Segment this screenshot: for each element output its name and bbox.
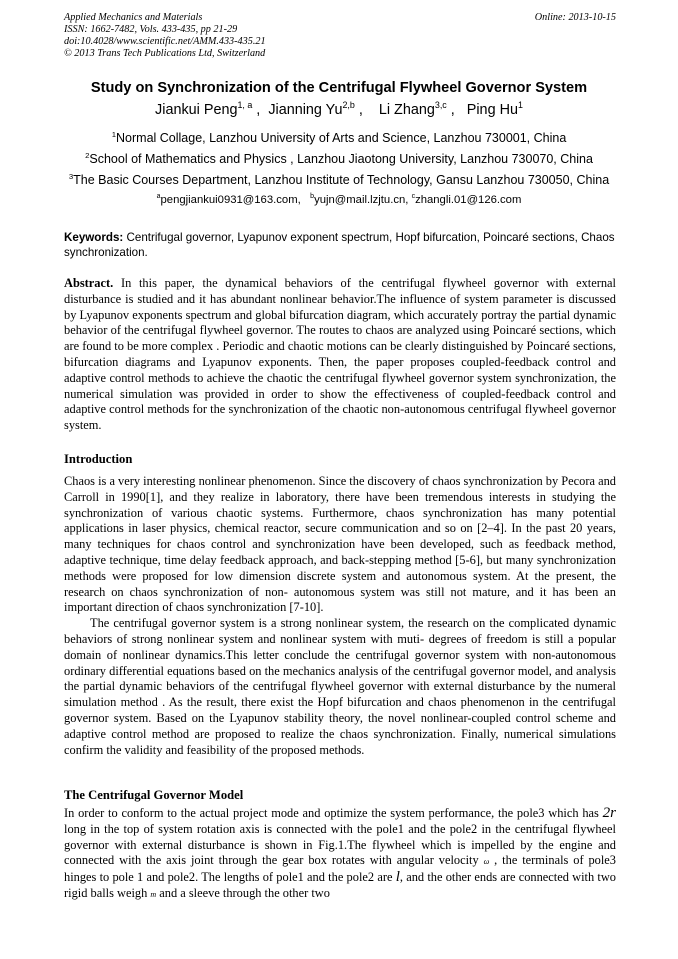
keywords-text: Centrifugal governor, Lyapunov exponent spectrum, Hopf bifurcation, Poincaré sections, Chaos synchronization.	[64, 231, 615, 259]
symbol-2r: 2r	[602, 805, 616, 821]
introduction-body	[64, 474, 616, 758]
model-paragraph	[64, 806, 616, 903]
email-c: zhangli.01@126.com	[415, 194, 522, 206]
email-a: pengjiankui0931@163.com,	[160, 194, 301, 206]
author-list	[0, 102, 678, 118]
email-line	[0, 194, 678, 206]
model-text: long in the top of system rotation axis is connected with the pole1 and the pole2 in the centrifugal flywheel governor with external disturbance is shown in Fig.1.The flywheel which is impelled by the engine and connected with the axis joint through the gear box rotates with angular velocity	[64, 821, 616, 868]
issn-line: ISSN: 1662-7482, Vols. 433-435, pp 21-29	[64, 24, 238, 35]
email-sup: a	[156, 193, 161, 201]
author-name: Jianning Yu	[268, 102, 343, 118]
author-name: Ping Hu	[466, 102, 518, 118]
author-sep: ,	[446, 102, 463, 118]
affiliation-1	[0, 131, 678, 145]
email-b: yujn@mail.lzjtu.cn,	[314, 194, 409, 206]
model-text: and a sleeve through the other two	[156, 885, 330, 900]
online-date: Online: 2013-10-15	[534, 12, 616, 23]
introduction-heading: Introduction	[64, 452, 133, 466]
affiliation-sup: 3	[68, 171, 74, 181]
journal-header	[64, 12, 616, 60]
affiliation-3	[0, 173, 678, 187]
model-text: In order to conform to the actual project mode and optimize the system performance, the pole3 which has	[64, 806, 603, 820]
author-sup: 1	[517, 100, 523, 111]
affiliation-text: School of Mathematics and Physics , Lanzhou Jiaotong University, Lanzhou 730070, China	[89, 152, 593, 166]
paper-title: Study on Synchronization of the Centrifugal Flywheel Governor System	[90, 80, 588, 96]
journal-name: Applied Mechanics and Materials	[64, 12, 203, 23]
author-sup: 2,b	[342, 100, 355, 111]
model-text: , the terminals of pole3 hinges to pole 1 and pole2. The lengths of pole1 and the pole2 are	[64, 853, 617, 885]
model-heading: The Centrifugal Governor Model	[64, 788, 244, 802]
model-text: , and the other ends are connected with two rigid balls weigh	[64, 870, 616, 900]
author-sup: 1, a	[237, 100, 253, 111]
author-sep: ,	[252, 102, 265, 118]
keywords	[64, 230, 616, 260]
symbol-m: m	[150, 889, 157, 899]
email-sup: c	[411, 193, 416, 201]
affiliation-2	[0, 152, 678, 166]
author-sup: 3,c	[434, 100, 447, 111]
author-name: Jiankui Peng	[155, 102, 238, 118]
symbol-l: l	[395, 869, 400, 886]
abstract-text: In this paper, the dynamical behaviors of the centrifugal flywheel governor with external disturbance is studied and it has abundant nonlinear behavior.The influence of system parameter is discussed by Lyapunov exponents spectrum and global bifurcation diagram, which accurately portray the partial dynamic behavior of the centrifugal flywheel governor. The routes to chaos are analyzed using Poincaré sections, which are found to be more complex . Periodic and chaotic motions can be clearly distinguished by Poincaré sections, bifurcation diagrams and Lyapunov exponents. Then, the paper proposes coupled-feedback control and adaptive control methods to achieve the chaotic the centrifugal flywheel governor system synchronization, the numerical simulation was provided in order to show the effectiveness of coupled-feedback control and adaptive control methods for the synchronization of the chaotic non-autonomous centrifugal flywheel governor system.	[64, 276, 616, 433]
intro-paragraph-1: Chaos is a very interesting nonlinear phenomenon. Since the discovery of chaos synchronization by Pecora and Carroll in 1990[1], and they realize in laboratory, there have been tremendous interests in studying the synchronization of various chaotic systems. Furthermore, chaos synchronization has many potential applications in laser physics, chemical reactor, secure communication and so on [2–4]. In the past 20 years, many techniques for chaos control and synchronization have been developed, such as feedback method, adaptive technique, time delay feedback approach, and back-stepping method [5-6], but many synchronization methods were proposed for low dimension discrete system and autonomous system. At the present, the research on chaos synchronization of non- autonomous system was still not mature, and it has been an important direction of chaos synchronization [7-10].	[64, 474, 616, 615]
author-name: Li Zhang	[378, 102, 435, 118]
email-sup: b	[310, 193, 315, 201]
author-sep: ,	[354, 102, 375, 118]
abstract-label: Abstract.	[64, 276, 114, 290]
abstract	[64, 276, 616, 434]
doi-line: doi:10.4028/www.scientific.net/AMM.433-435.21	[64, 36, 266, 47]
affiliation-sup: 1	[111, 129, 117, 139]
copyright-line: © 2013 Trans Tech Publications Ltd, Switzerland	[64, 48, 266, 59]
intro-paragraph-2: The centrifugal governor system is a strong nonlinear system, the research on the complicated dynamic behaviors of strong nonlinear system and nonlinear system with muti- degrees of freedom is still a popular domain of nonlinear dynamics.This letter conclude the centrifugal governor system with non-autonomous ordinary differential equations based on the mechanics analysis of the centrifugal governor model, and analysis the partial dynamic behaviors of the centrifugal flywheel governor with external disturbance by the numeral simulation method . As the result, there exist the Hopf bifurcation and chaos phenomenon in the centrifugal governor system. Based on the Lyapunov stability theory, the novel nonlinear-coupled control scheme and adaptive control method are proposed to realize the chaos synchronization. Finally, numerical simulations confirm the validity and feasibility of the proposed methods.	[64, 616, 616, 757]
model-body	[64, 806, 616, 903]
affiliation-text: Normal Collage, Lanzhou University of Arts and Science, Lanzhou 730001, China	[116, 131, 567, 145]
affiliation-text: The Basic Courses Department, Lanzhou Institute of Technology, Gansu Lanzhou 730050, China	[73, 173, 610, 187]
keywords-label: Keywords:	[64, 231, 124, 244]
symbol-omega: ω	[483, 857, 490, 867]
affiliation-sup: 2	[85, 150, 90, 160]
